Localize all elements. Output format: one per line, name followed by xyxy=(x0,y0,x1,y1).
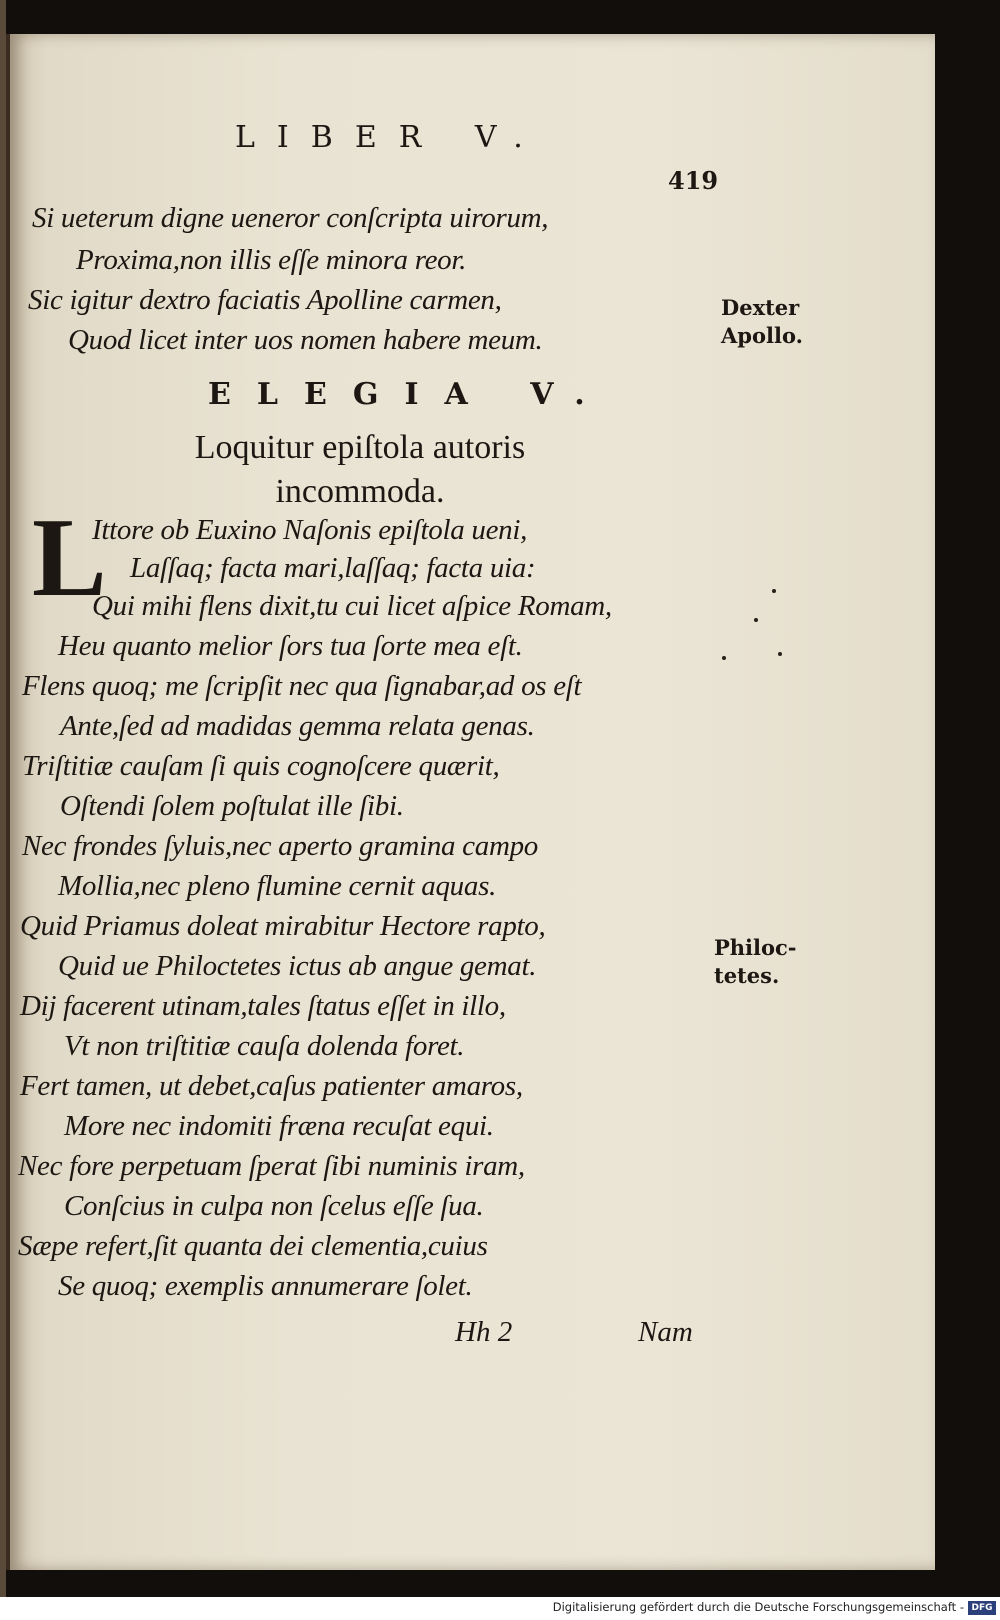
verse-line: Oſtendi ſolem poſtulat ille ſibi. xyxy=(60,790,404,822)
marginal-line: tetes. xyxy=(714,963,780,988)
verse-line: Laſſaq; facta mari,laſſaq; facta uia: xyxy=(130,552,536,584)
ink-speck xyxy=(772,589,776,593)
catchword: Nam xyxy=(638,1316,693,1348)
verse-line: Proxima,non illis eſſe minora reor. xyxy=(76,244,467,276)
ink-speck xyxy=(754,618,758,622)
verse-line: Sæpe refert,ſit quanta dei clementia,cuius xyxy=(18,1230,488,1262)
verse-line: Vt non triſtitiæ cauſa dolenda foret. xyxy=(64,1030,465,1062)
verse-line: Mollia,nec pleno flumine cernit aquas. xyxy=(58,870,497,902)
verse-line: Heu quanto melior ſors tua ſorte mea eſt. xyxy=(58,630,523,662)
verse-line: Quod licet inter uos nomen habere meum. xyxy=(68,324,543,356)
verse-line: Flens quoq; me ſcripſit nec qua ſignabar,ad os eſt xyxy=(22,670,582,702)
argument-line: incommoda. xyxy=(275,473,445,510)
folio-number: 419 xyxy=(668,166,719,195)
signature-mark: Hh 2 xyxy=(455,1316,513,1348)
drop-capital: L xyxy=(32,496,107,620)
marginal-note xyxy=(714,934,797,990)
verse-line: Ante,ſed ad madidas gemma relata genas. xyxy=(60,710,535,742)
ink-speck xyxy=(778,652,782,656)
marginal-line: Dexter xyxy=(721,295,800,320)
elegia-title: ELEGIA V. xyxy=(208,377,611,412)
marginal-line: Apollo. xyxy=(721,323,803,348)
verse-line: Qui mihi flens dixit,tu cui licet aſpice Romam, xyxy=(92,590,612,622)
dfg-logo: DFG xyxy=(968,1601,996,1615)
verse-line: Quid ue Philoctetes ictus ab angue gemat. xyxy=(58,950,537,982)
verse-line: More nec indomiti fræna recuſat equi. xyxy=(64,1110,494,1142)
dfg-credit-text: Digitalisierung gefördert durch die Deutsche Forschungsgemeinschaft - xyxy=(552,1600,964,1614)
marginal-line: Philoc- xyxy=(714,935,797,960)
verse-line: Si ueterum digne ueneror conſcripta uirorum, xyxy=(32,202,549,234)
verse-line: Se quoq; exemplis annumerare ſolet. xyxy=(58,1270,473,1302)
running-head: LIBER V. xyxy=(235,120,545,155)
digitization-credit-bar xyxy=(0,1597,1000,1620)
verse-line: Sic igitur dextro faciatis Apolline carmen, xyxy=(28,284,502,316)
verse-line: Quid Priamus doleat mirabitur Hectore rapto, xyxy=(20,910,546,942)
verse-line: Dij facerent utinam,tales ſtatus eſſet in illo, xyxy=(20,990,506,1022)
marginal-note xyxy=(721,294,803,350)
verse-line: Nec frondes ſyluis,nec aperto gramina campo xyxy=(22,830,538,862)
verse-line: Nec fore perpetuam ſperat ſibi numinis iram, xyxy=(18,1150,525,1182)
elegy-argument xyxy=(150,426,570,514)
verse-line: Triſtitiæ cauſam ſi quis cognoſcere quærit, xyxy=(22,750,500,782)
verse-line: Fert tamen, ut debet,caſus patienter amaros, xyxy=(20,1070,523,1102)
verse-line: Ittore ob Euxino Naſonis epiſtola ueni, xyxy=(92,514,528,546)
verse-line: Conſcius in culpa non ſcelus eſſe ſua. xyxy=(64,1190,484,1222)
argument-line: Loquitur epiſtola autoris xyxy=(194,429,526,466)
ink-speck xyxy=(722,656,726,660)
book-page xyxy=(6,34,935,1570)
